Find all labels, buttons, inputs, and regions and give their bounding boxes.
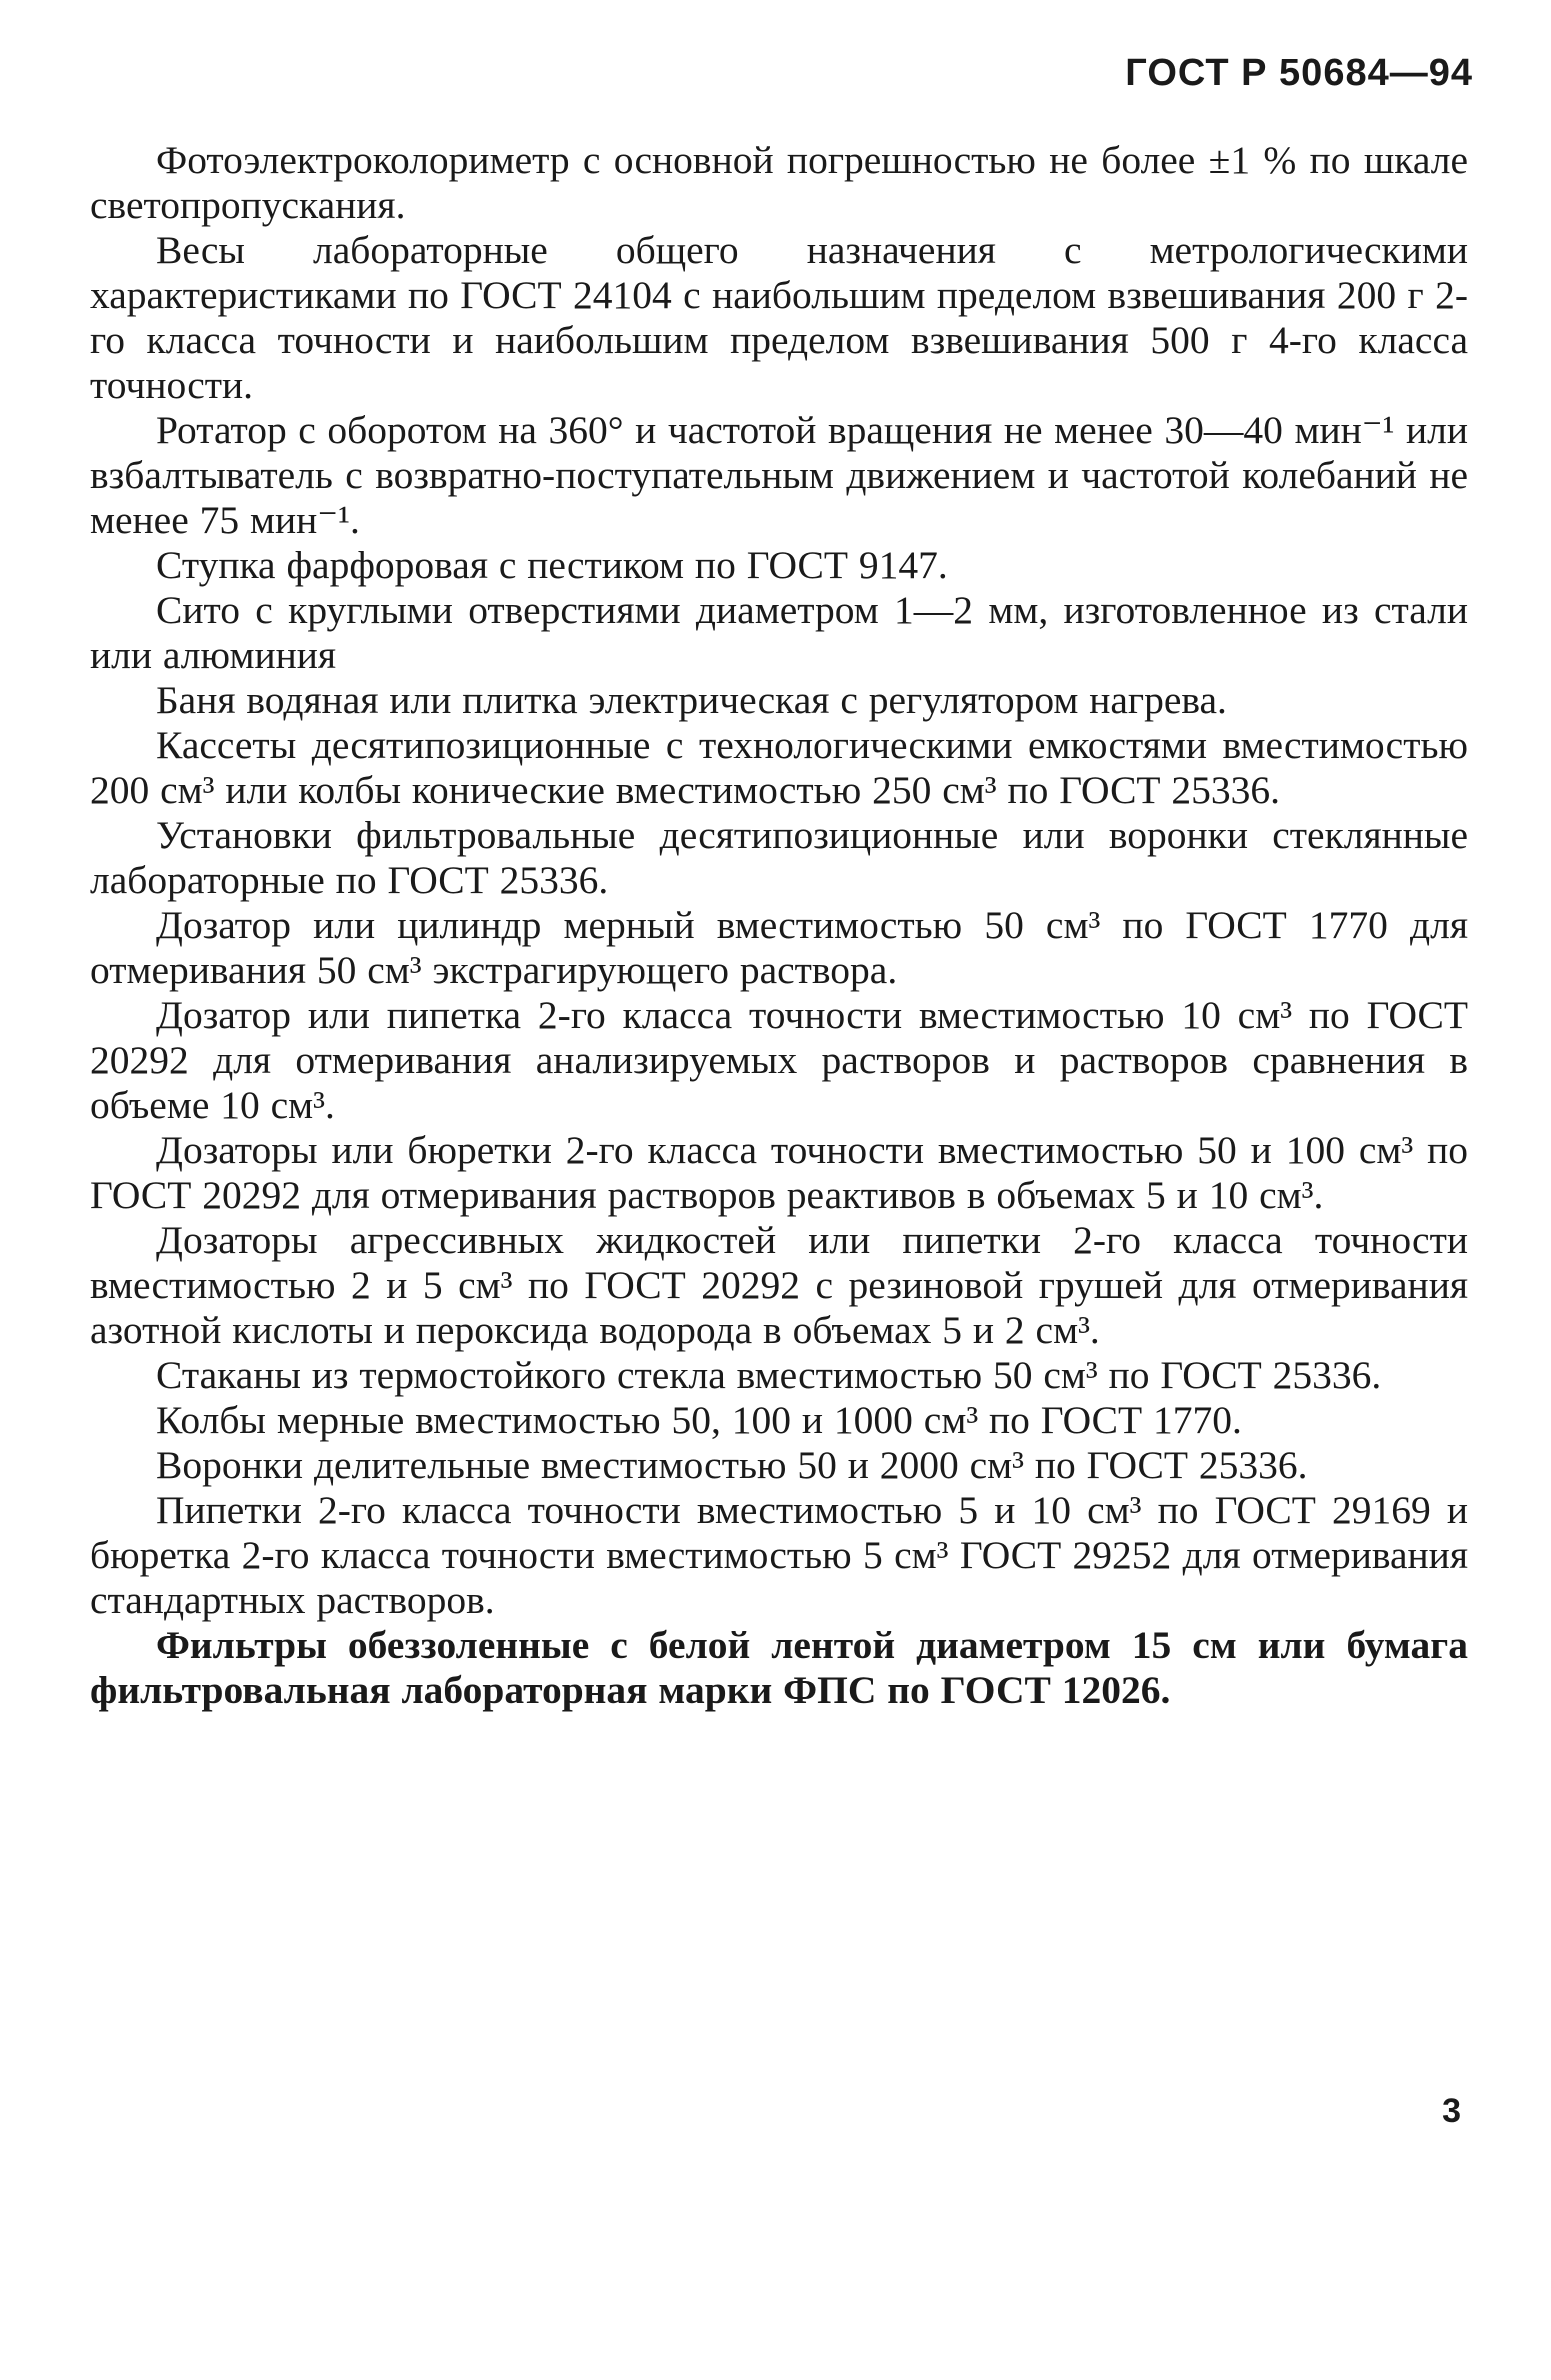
paragraph-scales: Весы лабораторные общего назначения с метрологическими характеристиками по ГОСТ 24104 с наибольшим пределом взвешивания 200 г 2-го класса точности и наибольшим пределом взвешивания 500 г 4-го класса точности. xyxy=(90,228,1468,407)
paragraph-volumetric-flasks: Колбы мерные вместимостью 50, 100 и 1000 см³ по ГОСТ 1770. xyxy=(156,1398,1242,1442)
paragraph-pipettes: Пипетки 2-го класса точности вместимостью 5 и 10 см³ по ГОСТ 29169 и бюретка 2-го класса точности вместимостью 5 см³ ГОСТ 29252 для отмеривания стандартных растворов. xyxy=(90,1488,1468,1622)
paragraph-water-bath: Баня водяная или плитка электрическая с регулятором нагрева. xyxy=(156,678,1227,722)
paragraph-photocolorimeter: Фотоэлектроколориметр с основной погрешностью не более ±1 % по шкале светопропускания. xyxy=(90,138,1468,227)
paragraph-filters: Фильтры обеззоленные с белой лентой диаметром 15 см или бумага фильтровальная лабораторная марки ФПС по ГОСТ 12026. xyxy=(90,1623,1468,1712)
paragraph-aggressive-dispensers: Дозаторы агрессивных жидкостей или пипетки 2-го класса точности вместимостью 2 и 5 см³ по ГОСТ 20292 с резиновой грушей для отмеривания азотной кислоты и пероксида водорода в объемах 5 и 2 см³. xyxy=(90,1218,1468,1352)
paragraph-dispenser-pipette: Дозатор или пипетка 2-го класса точности вместимостью 10 см³ по ГОСТ 20292 для отмеривания анализируемых растворов и растворов сравнения в объеме 10 см³. xyxy=(90,993,1468,1127)
paragraph-cassettes: Кассеты десятипозиционные с технологическими емкостями вместимостью 200 см³ или колбы конические вместимостью 250 см³ по ГОСТ 25336. xyxy=(90,723,1468,812)
paragraph-separatory-funnels: Воронки делительные вместимостью 50 и 2000 см³ по ГОСТ 25336. xyxy=(156,1443,1308,1487)
paragraph-beakers: Стаканы из термостойкого стекла вместимостью 50 см³ по ГОСТ 25336. xyxy=(156,1353,1382,1397)
paragraph-mortar: Ступка фарфоровая с пестиком по ГОСТ 9147. xyxy=(156,543,948,587)
paragraph-rotator: Ротатор с оборотом на 360° и частотой вращения не менее 30—40 мин⁻¹ или взбалтыватель с возвратно-поступательным движением и частотой колебаний не менее 75 мин⁻¹. xyxy=(90,408,1468,542)
paragraph-sieve: Сито с круглыми отверстиями диаметром 1—2 мм, изготовленное из стали или алюминия xyxy=(90,588,1468,677)
paragraph-dispenser-cylinder: Дозатор или цилиндр мерный вместимостью 50 см³ по ГОСТ 1770 для отмеривания 50 см³ экстрагирующего раствора. xyxy=(90,903,1468,992)
document-body xyxy=(90,138,1468,1713)
paragraph-dispensers-burettes: Дозаторы или бюретки 2-го класса точности вместимостью 50 и 100 см³ по ГОСТ 20292 для отмеривания растворов реактивов в объемах 5 и 10 см³. xyxy=(90,1128,1468,1217)
paragraph-filter-units: Установки фильтровальные десятипозиционные или воронки стеклянные лабораторные по ГОСТ 25336. xyxy=(90,813,1468,902)
document-header: ГОСТ Р 50684—94 xyxy=(1125,52,1473,94)
page-number: 3 xyxy=(1442,2092,1461,2130)
